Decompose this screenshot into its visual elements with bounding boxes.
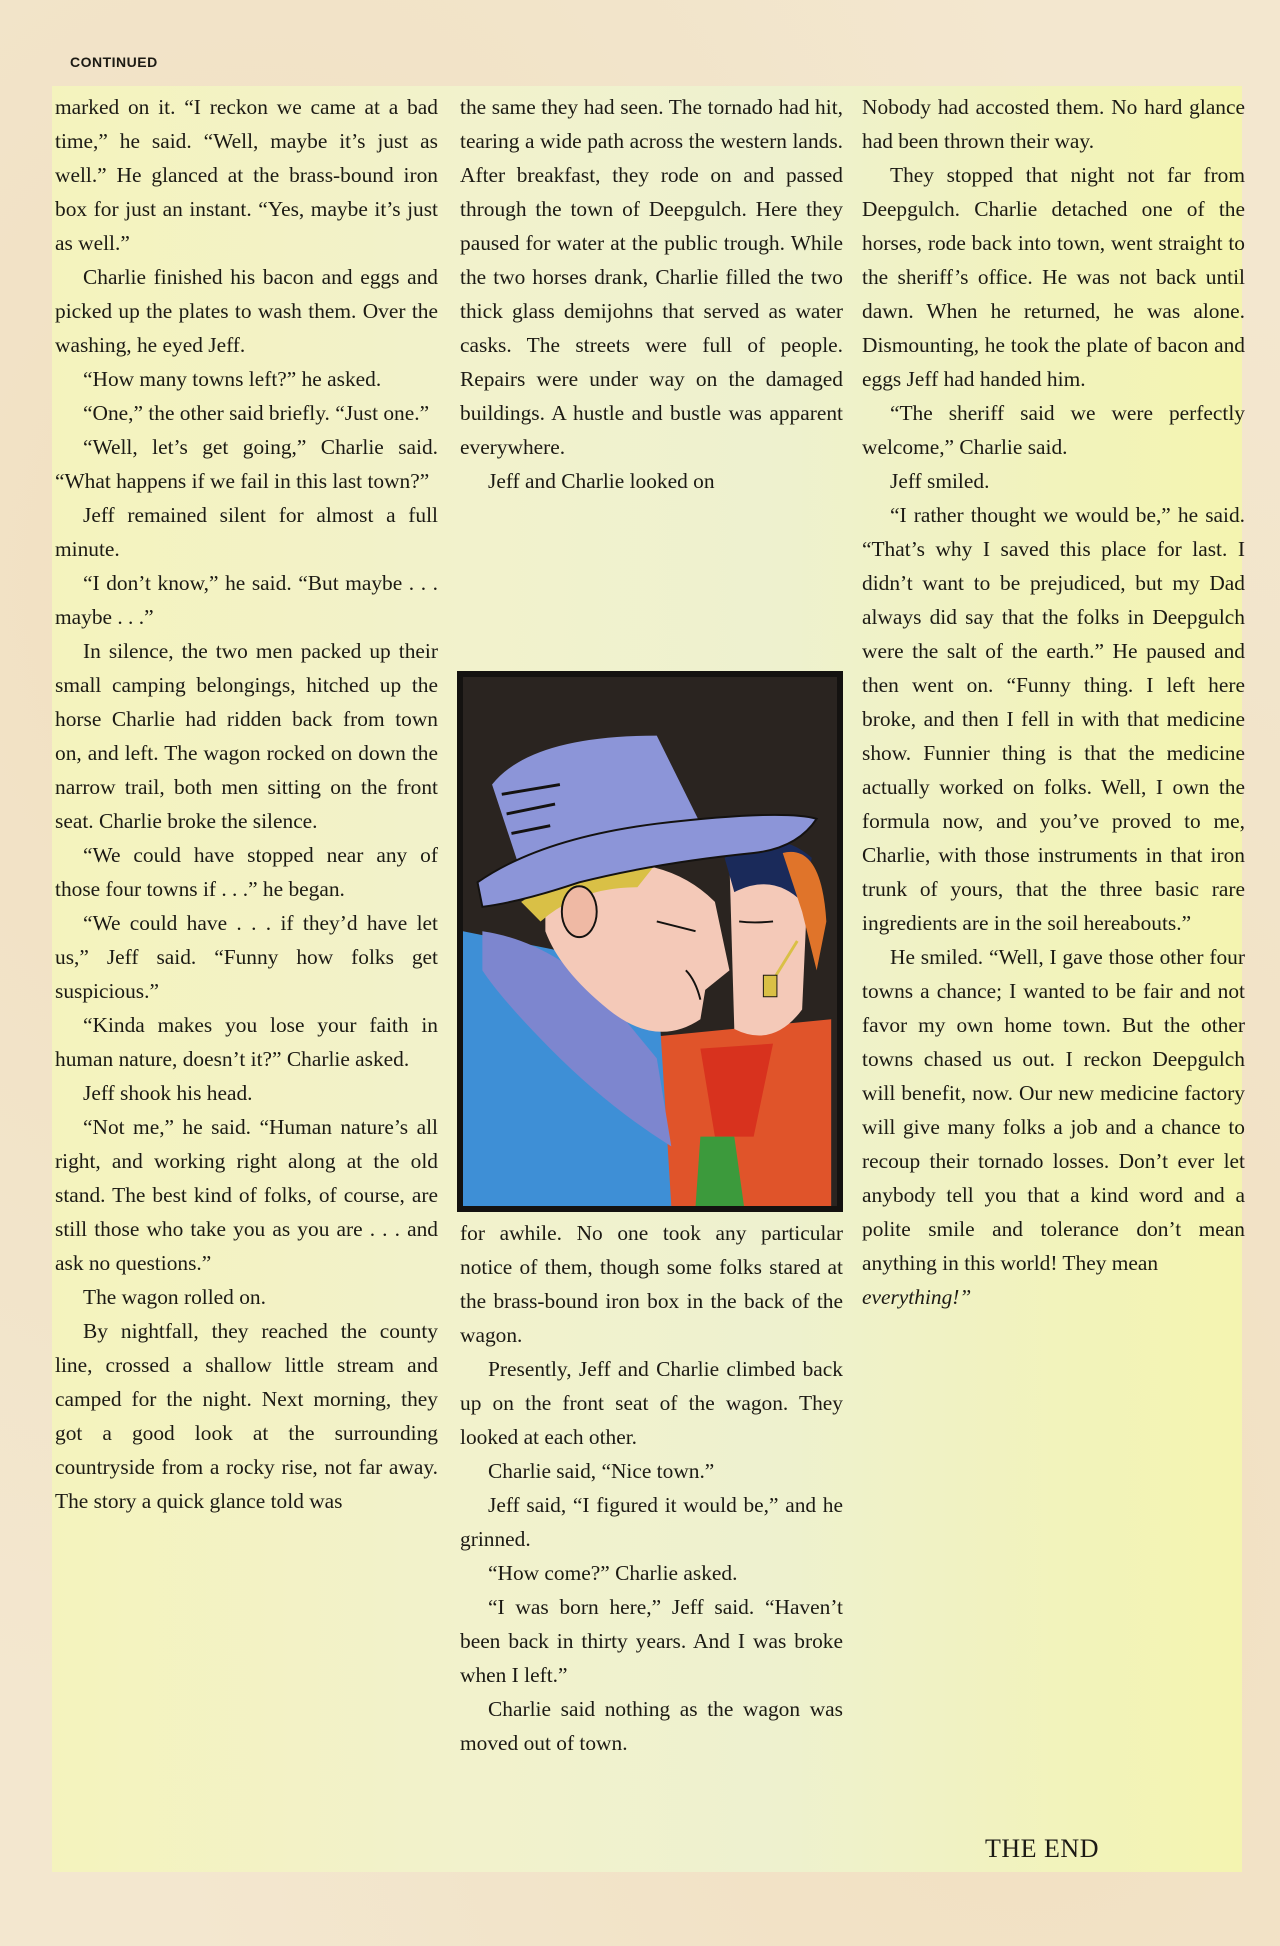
paragraph: Jeff and Charlie looked on: [488, 469, 715, 493]
paragraph-closing: [862, 1280, 1245, 1314]
paragraph: Jeff remained silent for almost a full minute.: [55, 503, 438, 561]
paragraph: “The sheriff said we were perfectly welcome,” Charlie said.: [862, 401, 1245, 459]
paragraph: “I rather thought we would be,” he said. “That’s why I saved this place for last. I didn’t want to be prejudiced, but my Dad always did say that the folks in Deepgulch were the salt of the earth.” He paused and then went on. “Funny thing. I left here broke, and then I fell in with that medicine show. Funnier thing is that the medicine actually worked on folks. Well, I own the formula now, and you’ve proved to me, Charlie, with those instruments in that iron trunk of yours, that the three basic rare ingredients are in the soil hereabouts.”: [862, 503, 1245, 935]
paragraph: “I was born here,” Jeff said. “Haven’t been back in thirty years. And I was broke when I left.”: [460, 1595, 843, 1687]
paragraph: Presently, Jeff and Charlie climbed back up on the front seat of the wagon. They looked at each other.: [460, 1357, 843, 1449]
paragraph: He smiled. “Well, I gave those other four towns a chance; I wanted to be fair and not favor my own home town. But the other towns chased us out. I reckon Deepgulch will benefit, now. Our new medicine factory will give many folks a job and a chance to recoup their tornado losses. Don’t ever let anybody tell you that a kind word and a polite smile and tolerance don’t mean anything in this world! They mean: [862, 945, 1245, 1275]
paragraph: Charlie said nothing as the wagon was moved out of town.: [460, 1697, 843, 1755]
paragraph: marked on it. “I reckon we came at a bad time,” he said. “Well, maybe it’s just as well.” He glanced at the brass-bound iron box for just an instant. “Yes, maybe it’s just as well.”: [55, 95, 438, 255]
paragraph: Jeff smiled.: [890, 469, 990, 493]
paragraph: “How come?” Charlie asked.: [488, 1561, 738, 1585]
paragraph: “Kinda makes you lose your faith in human nature, doesn’t it?” Charlie asked.: [55, 1013, 438, 1071]
paragraph: “We could have stopped near any of those four towns if . . .” he began.: [55, 843, 438, 901]
paragraph: “How many towns left?” he asked.: [83, 367, 382, 391]
paragraph: By nightfall, they reached the county line, crossed a shallow little stream and camped for the night. Next morning, they got a good look at the surrounding countryside from a rocky rise, not far away. The story a quick glance told was: [55, 1319, 438, 1513]
continued-label: CONTINUED: [70, 54, 158, 70]
story-column-3: [862, 90, 1245, 1314]
paragraph: “One,” the other said briefly. “Just one.”: [83, 401, 430, 425]
comic-illustration-panel: [457, 671, 843, 1212]
paragraph: the same they had seen. The tornado had hit, tearing a wide path across the western lands. After breakfast, they rode on and passed through the town of Deepgulch. Here they paused for water at the public trough. While the two horses drank, Charlie filled the two thick glass demijohns that served as water casks. The streets were full of people. Repairs were under way on the damaged buildings. A hustle and bustle was apparent everywhere.: [460, 95, 843, 459]
paragraph: “We could have . . . if they’d have let us,” Jeff said. “Funny how folks get suspicious.”: [55, 911, 438, 1003]
paragraph: Charlie said, “Nice town.”: [488, 1459, 715, 1483]
the-end-label: THE END: [985, 1834, 1099, 1863]
paragraph: Jeff shook his head.: [83, 1081, 253, 1105]
story-column-1: [55, 90, 438, 1518]
paragraph: “Well, let’s get going,” Charlie said. “What happens if we fail in this last town?”: [55, 435, 438, 493]
italic-closing-word: everything!”: [862, 1285, 972, 1309]
story-column-2-bottom: [460, 1216, 843, 1760]
paragraph: Nobody had accosted them. No hard glance had been thrown their way.: [862, 95, 1245, 153]
two-cowboys-illustration: [463, 677, 837, 1206]
paragraph: They stopped that night not far from Deepgulch. Charlie detached one of the horses, rode back into town, went straight to the sheriff’s office. He was not back until dawn. When he returned, he was alone. Dismounting, he took the plate of bacon and eggs Jeff had handed him.: [862, 163, 1245, 391]
paragraph: “I don’t know,” he said. “But maybe . . . maybe . . .”: [55, 571, 438, 629]
story-column-2-top: [460, 90, 843, 498]
paragraph: Charlie finished his bacon and eggs and picked up the plates to wash them. Over the washing, he eyed Jeff.: [55, 265, 438, 357]
paragraph: Jeff said, “I figured it would be,” and he grinned.: [460, 1493, 843, 1551]
paragraph: The wagon rolled on.: [83, 1285, 266, 1309]
paragraph: “Not me,” he said. “Human nature’s all right, and working right along at the old stand. The best kind of folks, of course, are still those who take you as you are . . . and ask no questions.”: [55, 1115, 438, 1275]
paragraph: In silence, the two men packed up their small camping belongings, hitched up the horse Charlie had ridden back from town on, and left. The wagon rocked on down the narrow trail, both men sitting on the front seat. Charlie broke the silence.: [55, 639, 438, 833]
paragraph: for awhile. No one took any particular notice of them, though some folks stared at the brass-bound iron box in the back of the wagon.: [460, 1221, 843, 1347]
